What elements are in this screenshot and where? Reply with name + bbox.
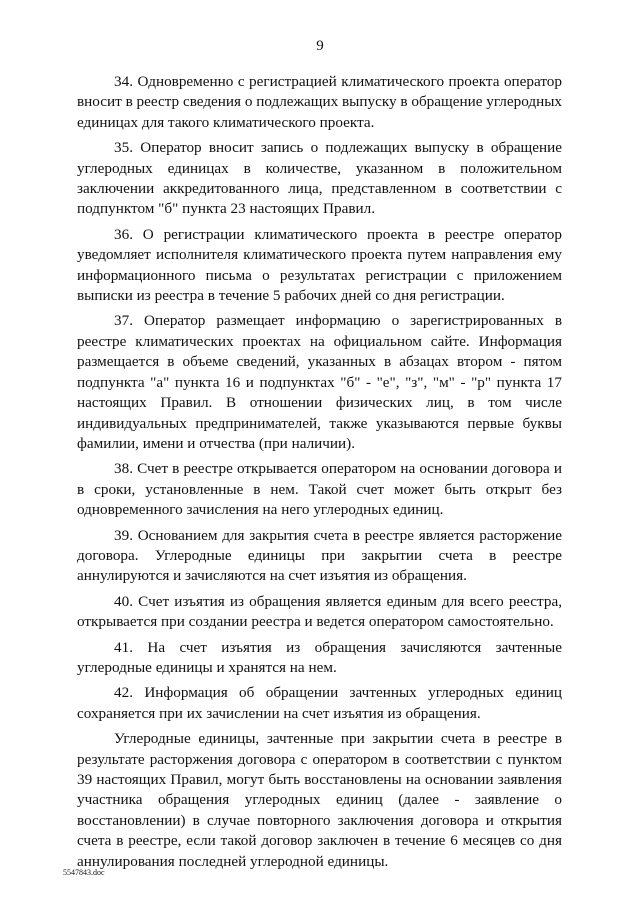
paragraph-38: 38. Счет в реестре открывается оператором на основании договора и в сроки, установленные в нем. Такой счет может быть открыт без одновременного зачисления на него углеродных единиц. xyxy=(77,460,562,519)
paragraph-42-continuation: Углеродные единицы, зачтенные при закрытии счета в реестре в результате расторжения договора с оператором в соответствии с пунктом 39 настоящих Правил, могут быть восстановлены на основании заявления участника обращения углеродных единиц (далее - заявление о восстановлении) в случае повторного заключения договора и открытия счета в реестре, если такой договор заключен в течение 6 месяцев со дня аннулирования последней углеродной единицы. xyxy=(77,730,562,870)
document-body xyxy=(77,72,562,877)
paragraph-37: 37. Оператор размещает информацию о зарегистрированных в реестре климатических проектах на официальном сайте. Информация размещается в объеме сведений, указанных в абзацах втором - пятом подпункта "а" пункта 16 и подпунктах "б" - "е", "з", "м" - "р" пункта 17 настоящих Правил. В отношении физических лиц, в том числе индивидуальных предпринимателей, также указываются первые буквы фамилии, имени и отчества (при наличии). xyxy=(77,312,562,452)
paragraph-39: 39. Основанием для закрытия счета в реестре является расторжение договора. Углеродные единицы при закрытии счета в реестре аннулируются и зачисляются на счет изъятия из обращения. xyxy=(77,526,562,585)
paragraph-35: 35. Оператор вносит запись о подлежащих выпуску в обращение углеродных единицах в количестве, указанном в положительном заключении аккредитованного лица, представленном в соответствии с подпунктом "б" пункта 23 настоящих Правил. xyxy=(77,139,562,218)
paragraph-42: 42. Информация об обращении зачтенных углеродных единиц сохраняется при их зачислении на счет изъятия из обращения. xyxy=(77,684,562,722)
page-number: 9 xyxy=(316,38,324,54)
document-file-code: 5547843.doc xyxy=(63,868,105,877)
paragraph-34: 34. Одновременно с регистрацией климатического проекта оператор вносит в реестр сведения о подлежащих выпуску в обращение углеродных единицах для такого климатического проекта. xyxy=(77,73,563,131)
paragraph-36: 36. О регистрации климатического проекта в реестре оператор уведомляет исполнителя климатического проекта путем направления ему информационного письма о результатах регистрации с приложением выписки из реестра в течение 5 рабочих дней со дня регистрации. xyxy=(77,225,562,305)
paragraph-41: 41. На счет изъятия из обращения зачисляются зачтенные углеродные единицы и хранятся на нем. xyxy=(77,638,562,676)
paragraph-40: 40. Счет изъятия из обращения является единым для всего реестра, открывается при создании реестра и ведется оператором самостоятельно. xyxy=(77,592,562,631)
